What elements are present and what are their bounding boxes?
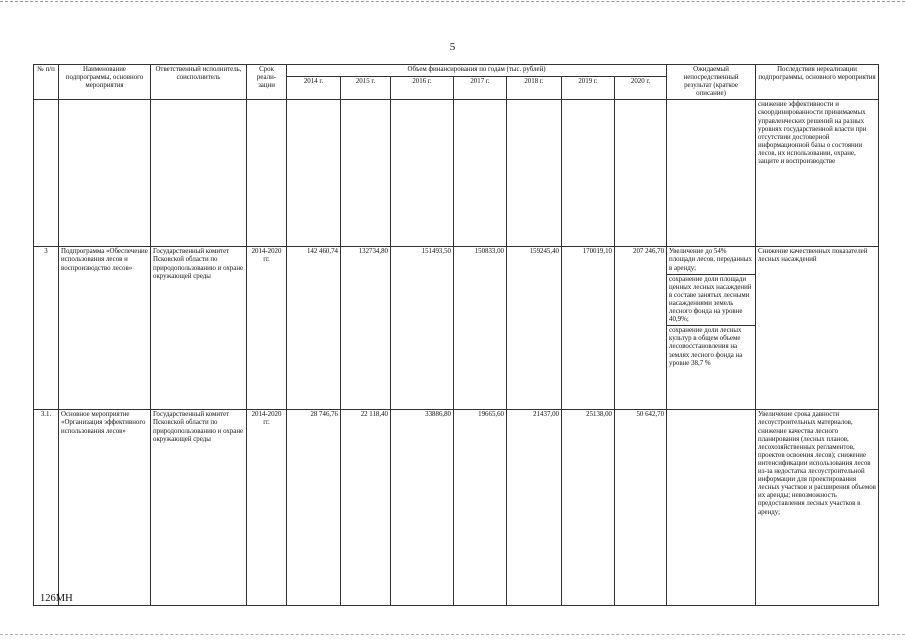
- cell-value: [391, 100, 454, 247]
- cell-consequences: Увеличение срока давности лесоустроительных материалов, снижение качества лесного планирования (лесных планов, лесохозяйственных регламентов, проектов освоения лесов); снижение интенсификации использования лесов из-за недостатка лесоустроительной информации для проектирования лесных участков и расширения объемов их аренды; невозможность предоставления лесных участков в аренду;: [756, 410, 879, 606]
- cell-value: 150833,00: [454, 247, 507, 410]
- header-num: № п/п: [34, 65, 59, 100]
- page-number: 5: [449, 41, 456, 53]
- expected-result-item: сохранение доли площади ценных лесных насаждений в составе занятых лесными насаждениями земель лесного фонда на уровне 40,9%;: [667, 274, 755, 325]
- header-row: [34, 65, 879, 77]
- cell-value: 50 642,70: [615, 410, 667, 606]
- header-year: 2014 г.: [287, 77, 341, 100]
- header-year: 2018 г.: [507, 77, 562, 100]
- header-responsible: Ответственный исполнитель, соисполнитель: [151, 65, 247, 100]
- cell-responsible: Государственный комитет Псковской области по природопользованию и охране окружающей среды: [151, 410, 247, 606]
- cell-expected: [667, 100, 756, 247]
- header-year: 2017 г.: [454, 77, 507, 100]
- expected-result-item: сохранение доли лесных культур в общем объеме лесовосстановления на землях лесного фонда на уровне 38,7 %: [667, 325, 755, 367]
- cell-responsible: Государственный комитет Псковской области по природопользованию и охране окружающей среды: [151, 247, 247, 410]
- header-year: 2020 г.: [615, 77, 667, 100]
- cell-num: [34, 100, 59, 247]
- header-year: 2019 г.: [562, 77, 615, 100]
- cell-value: 170019,10: [562, 247, 615, 410]
- cell-value: 207 246,70: [615, 247, 667, 410]
- cell-value: 142 460,74: [287, 247, 341, 410]
- cell-value: 159245,40: [507, 247, 562, 410]
- cell-name: Подпрограмма «Обеспечение использования лесов и воспроизводство лесов»: [59, 247, 151, 410]
- cell-consequences: Снижение качественных показателей лесных насаждений: [756, 247, 879, 410]
- cell-value: [562, 100, 615, 247]
- scan-bottom-edge: [0, 634, 905, 635]
- cell-value: [454, 100, 507, 247]
- cell-value: [287, 100, 341, 247]
- cell-value: 151493,50: [391, 247, 454, 410]
- cell-num: 3: [34, 247, 59, 410]
- cell-value: 33886,80: [391, 410, 454, 606]
- header-year: 2016 г.: [391, 77, 454, 100]
- expected-result-item: Увеличение до 54% площади лесов, переданных в аренду;: [669, 248, 752, 272]
- table-row: [34, 410, 879, 606]
- cell-term: 2014-2020 гг.: [247, 410, 287, 606]
- document-code: 126МН: [40, 593, 73, 604]
- cell-term: 2014-2020 гг.: [247, 247, 287, 410]
- cell-value: 132734,80: [341, 247, 391, 410]
- header-funding: Объем финансирования по годам (тыс. рублей): [287, 65, 667, 77]
- header-consequences: Последствия нереализации подпрограммы, основного мероприятия: [756, 65, 879, 100]
- cell-expected: [667, 410, 756, 606]
- table-row: [34, 100, 879, 247]
- cell-num: 3.1.: [34, 410, 59, 606]
- cell-name: Основное мероприятие «Организация эффективного использования лесов»: [59, 410, 151, 606]
- cell-responsible: [151, 100, 247, 247]
- header-name: Наименование подпрограммы, основного мероприятия: [59, 65, 151, 100]
- cell-term: [247, 100, 287, 247]
- cell-expected: [667, 247, 756, 410]
- header-expected: Ожидаемый непосредственный результат (краткое описание): [667, 65, 756, 100]
- cell-value: 25138,00: [562, 410, 615, 606]
- cell-name: [59, 100, 151, 247]
- cell-value: [341, 100, 391, 247]
- cell-value: 21437,00: [507, 410, 562, 606]
- cell-consequences: снижение эффективности и скоординированности принимаемых управленческих решений на разных уровнях государственной власти при отсутствии достоверной информационной базы о состоянии лесов, их использовании, охране, защите и воспроизводстве: [756, 100, 879, 247]
- scan-top-edge: [0, 1, 905, 2]
- program-table: [33, 64, 879, 606]
- cell-value: 22 118,40: [341, 410, 391, 606]
- header-term: Срок реали-зации: [247, 65, 287, 100]
- cell-value: 19665,60: [454, 410, 507, 606]
- header-year: 2015 г.: [341, 77, 391, 100]
- cell-value: [615, 100, 667, 247]
- table-row: [34, 247, 879, 410]
- cell-value: 28 746,76: [287, 410, 341, 606]
- cell-value: [507, 100, 562, 247]
